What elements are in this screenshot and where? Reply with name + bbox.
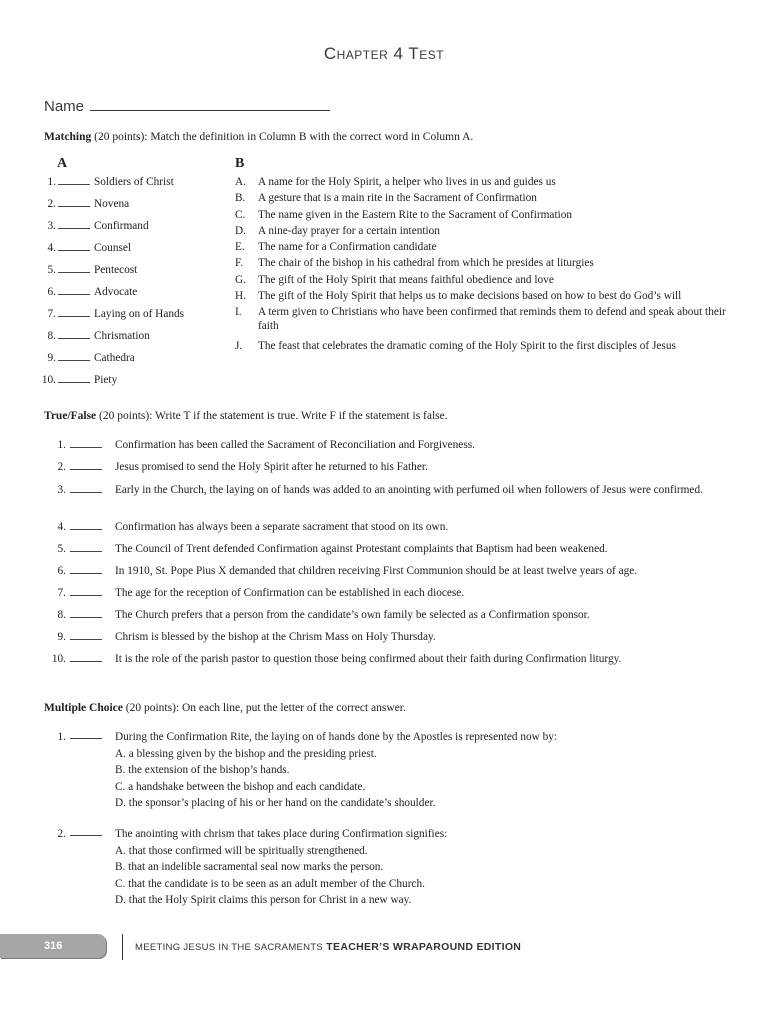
name-blank[interactable]	[90, 98, 330, 111]
answer-blank[interactable]	[70, 729, 102, 739]
item-number: 5.	[47, 264, 56, 276]
definition-text: The chair of the bishop in his cathedral from which he presides at liturgies	[258, 257, 594, 269]
matching-word-row	[34, 285, 137, 299]
item-number: 5.	[57, 543, 66, 555]
answer-blank[interactable]	[58, 351, 90, 361]
item-number: 1.	[57, 731, 66, 743]
answer-blank[interactable]	[70, 460, 102, 470]
item-number: 6.	[57, 565, 66, 577]
answer-option: A. that those confirmed will be spiritually strengthened.	[115, 844, 368, 857]
item-number: 1.	[47, 176, 56, 188]
answer-blank[interactable]	[70, 438, 102, 448]
name-field[interactable]	[44, 98, 330, 115]
item-number: 8.	[57, 609, 66, 621]
item-number: 8.	[47, 330, 56, 342]
answer-option: C. that the candidate is to be seen as an adult member of the Church.	[115, 877, 425, 890]
item-number: 4.	[57, 521, 66, 533]
matching-word: Confirmand	[94, 220, 149, 232]
item-number: 2.	[57, 828, 66, 840]
item-number: 3.	[57, 484, 66, 496]
definition-text: A name for the Holy Spirit, a helper who lives in us and guides us	[258, 176, 556, 188]
definition-letter: F.	[235, 257, 244, 269]
definition-letter: E.	[235, 241, 245, 253]
item-number: 9.	[57, 631, 66, 643]
definition-letter: B.	[235, 192, 246, 204]
item-number: 7.	[57, 587, 66, 599]
matching-instruction-text: (20 points): Match the definition in Column B with the correct word in Column A.	[94, 131, 474, 143]
answer-blank[interactable]	[58, 373, 90, 383]
answer-blank[interactable]	[70, 586, 102, 596]
footer-divider	[122, 934, 123, 960]
page-number-tab	[0, 934, 106, 958]
answer-blank[interactable]	[70, 564, 102, 574]
answer-blank[interactable]	[58, 263, 90, 273]
answer-option: D. the sponsor’s placing of his or her hand on the candidate’s shoulder.	[115, 797, 436, 809]
answer-blank[interactable]	[70, 542, 102, 552]
matching-word: Cathedra	[94, 352, 135, 364]
column-b-heading: B	[235, 156, 245, 171]
statement-text: The Council of Trent defended Confirmation against Protestant complaints that Baptism had been weakened.	[115, 543, 608, 555]
question-text: The anointing with chrism that takes place during Confirmation signifies:	[115, 828, 448, 840]
matching-word: Novena	[94, 198, 130, 210]
matching-word: Soldiers of Christ	[94, 176, 174, 188]
definition-letter: H.	[235, 290, 246, 302]
matching-word-row	[34, 307, 184, 321]
definition-letter: J.	[235, 340, 243, 352]
answer-blank[interactable]	[70, 520, 102, 530]
matching-label: Matching	[44, 131, 92, 143]
statement-text: Chrism is blessed by the bishop at the Chrism Mass on Holy Thursday.	[115, 631, 436, 643]
matching-word-row	[34, 175, 174, 189]
definition-text: The gift of the Holy Spirit that means faithful obedience and love	[258, 274, 554, 286]
true-false-instruction-text: (20 points): Write T if the statement is true. Write F if the statement is false.	[99, 410, 448, 422]
item-number: 6.	[47, 286, 56, 298]
answer-option: B. that an indelible sacramental seal now marks the person.	[115, 861, 384, 873]
item-number: 10.	[41, 374, 56, 386]
definition-text: The feast that celebrates the dramatic coming of the Holy Spirit to the first disciples of Jesus	[258, 340, 676, 352]
definition-letter: G.	[235, 274, 246, 286]
answer-blank[interactable]	[58, 219, 90, 229]
item-number: 2.	[47, 198, 56, 210]
statement-text: In 1910, St. Pope Pius X demanded that children receiving First Communion should be at least twelve years of age.	[115, 565, 638, 577]
matching-word: Chrismation	[94, 330, 150, 342]
matching-word: Piety	[94, 374, 118, 386]
answer-option: D. that the Holy Spirit claims this person for Christ in a new way.	[115, 894, 412, 906]
question-text: During the Confirmation Rite, the laying on of hands done by the Apostles is represented now by:	[115, 731, 558, 743]
answer-blank[interactable]	[58, 175, 90, 185]
answer-blank[interactable]	[70, 630, 102, 640]
page-number: 316	[44, 940, 63, 952]
true-false-instruction	[44, 410, 448, 422]
matching-word-row	[34, 351, 135, 365]
matching-word-row	[34, 263, 137, 277]
item-number: 4.	[47, 242, 56, 254]
answer-blank[interactable]	[70, 826, 102, 836]
multiple-choice-label: Multiple Choice	[44, 702, 123, 714]
answer-option: A. a blessing given by the bishop and the presiding priest.	[115, 747, 377, 760]
item-number: 7.	[47, 308, 56, 320]
item-number: 9.	[47, 352, 56, 364]
definition-text: A term given to Christians who have been confirmed that reminds them to defend and speak about their faith	[258, 306, 726, 332]
answer-option: B. the extension of the bishop’s hands.	[115, 764, 290, 776]
statement-text: It is the role of the parish pastor to question those being confirmed about their faith during Confirmation liturgy.	[115, 653, 622, 665]
matching-word-row	[34, 373, 117, 387]
book-edition: TEACHER’S WRAPAROUND EDITION	[326, 941, 522, 953]
definition-text: A nine-day prayer for a certain intention	[258, 225, 440, 237]
answer-blank[interactable]	[70, 608, 102, 618]
multiple-choice-instruction	[44, 702, 406, 714]
statement-text: The age for the reception of Confirmation can be established in each diocese.	[115, 587, 465, 599]
item-number: 2.	[57, 461, 66, 473]
item-number: 10.	[51, 653, 66, 665]
answer-blank[interactable]	[70, 483, 102, 493]
true-false-label: True/False	[44, 410, 97, 422]
footer-book-title	[135, 941, 521, 953]
matching-word-row	[34, 329, 150, 343]
matching-word-row	[34, 219, 149, 233]
item-number: 1.	[57, 439, 66, 451]
matching-word: Advocate	[94, 286, 138, 298]
multiple-choice-instruction-text: (20 points): On each line, put the letter of the correct answer.	[125, 702, 406, 714]
matching-word: Counsel	[94, 242, 132, 254]
definition-text: The gift of the Holy Spirit that helps us to make decisions based on how to best do God’s will	[258, 290, 682, 302]
statement-text: Confirmation has always been a separate sacrament that stood on its own.	[115, 521, 449, 533]
matching-word-row	[34, 241, 131, 255]
definition-letter: A.	[235, 176, 246, 188]
item-number: 3.	[47, 220, 56, 232]
matching-instruction	[44, 131, 473, 143]
name-label: Name	[44, 98, 85, 115]
matching-word-row	[34, 197, 129, 211]
definition-text: The name for a Confirmation candidate	[258, 241, 437, 253]
matching-word: Pentecost	[94, 264, 138, 276]
column-a-heading: A	[57, 156, 68, 171]
definition-text: The name given in the Eastern Rite to the Sacrament of Confirmation	[258, 209, 573, 221]
statement-text: Jesus promised to send the Holy Spirit after he returned to his Father.	[115, 461, 428, 473]
statement-text: Early in the Church, the laying on of hands was added to an anointing with perfumed oil when followers of Jesus were confirmed.	[115, 484, 703, 496]
book-title: MEETING JESUS IN THE SACRAMENTS	[135, 942, 324, 953]
answer-option: C. a handshake between the bishop and each candidate.	[115, 780, 366, 793]
definition-letter: D.	[235, 225, 246, 237]
definition-letter: I.	[235, 306, 242, 318]
statement-text: Confirmation has been called the Sacrament of Reconciliation and Forgiveness.	[115, 439, 475, 451]
answer-blank[interactable]	[70, 652, 102, 662]
answer-blank[interactable]	[58, 241, 90, 251]
statement-text: The Church prefers that a person from the candidate’s own family be selected as a Confirmation sponsor.	[115, 609, 590, 621]
definition-text: A gesture that is a main rite in the Sacrament of Confirmation	[258, 192, 537, 204]
answer-blank[interactable]	[58, 285, 90, 295]
answer-blank[interactable]	[58, 307, 90, 317]
matching-word: Laying on of Hands	[94, 308, 185, 320]
answer-blank[interactable]	[58, 329, 90, 339]
page-title: Chapter 4 Test	[323, 44, 445, 63]
answer-blank[interactable]	[58, 197, 90, 207]
definition-letter: C.	[235, 209, 246, 221]
